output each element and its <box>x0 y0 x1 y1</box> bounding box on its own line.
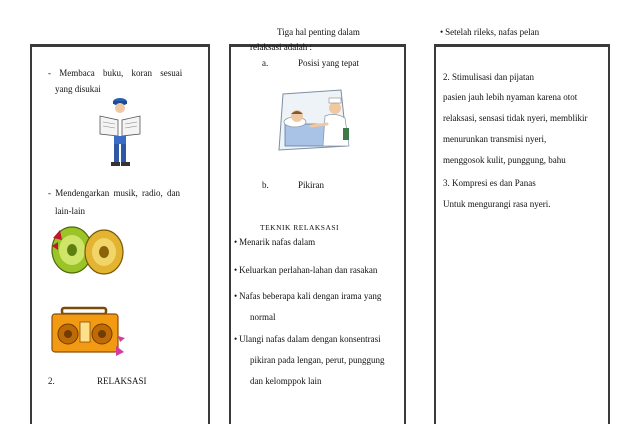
stimulation-line-3: menurunkan transmisi nyeri, <box>443 134 547 144</box>
item-b-letter: b. <box>262 180 269 190</box>
technique-bullet-4: • Ulangi nafas dalam dengan konsentrasi <box>234 334 381 345</box>
technique-bullet-2: • Keluarkan perlahan-lahan dan rasakan <box>234 265 377 276</box>
after-relax-bullet: • Setelah rileks, nafas pelan <box>440 27 539 38</box>
intro-line2: relaksasi adalah : <box>250 42 312 52</box>
section-number: 2. <box>48 376 55 386</box>
technique-bullet-1: • Menarik nafas dalam <box>234 237 315 248</box>
stimulation-heading: 2. Stimulisasi dan pijatan <box>443 72 534 82</box>
man-reading-newspaper-illustration <box>96 96 144 168</box>
stimulation-line-2: relaksasi, sensasi tidak nyeri, memblikir <box>443 113 588 123</box>
intro-line1: Tiga hal penting dalam <box>277 27 360 37</box>
music-item-line2: lain-lain <box>55 206 85 216</box>
boombox-radio-illustration <box>48 306 126 358</box>
item-a-text: Posisi yang tepat <box>298 58 359 68</box>
item-b-text: Pikiran <box>298 180 324 190</box>
music-cd-speakers-illustration <box>48 220 128 278</box>
music-item-line1: - Mendengarkan musik, radio, dan <box>48 188 180 198</box>
compress-heading: 3. Kompresi es dan Panas <box>443 178 536 188</box>
item-a-letter: a. <box>262 58 269 68</box>
technique-bullet-3: • Nafas beberapa kali dengan irama yang <box>234 291 381 302</box>
compress-line-1: Untuk mengurangi rasa nyeri. <box>443 199 551 209</box>
technique-bullet-4-cont1: pikiran pada lengan, perut, punggung <box>250 355 385 365</box>
nurse-patient-illustration <box>277 84 361 156</box>
stimulation-line-1: pasien jauh lebih nyaman karena otot <box>443 92 578 102</box>
technique-bullet-3-cont: normal <box>250 312 276 322</box>
reading-item-line1: - Membaca buku, koran sesuai <box>48 68 183 78</box>
section-title-relaksasi: RELAKSASI <box>97 376 147 386</box>
technique-bullet-4-cont2: dan kelomppok lain <box>250 376 322 386</box>
reading-item-line2: yang disukai <box>55 84 101 94</box>
teknik-relaksasi-heading: TEKNIK RELAKSASI <box>260 223 340 232</box>
stimulation-line-4: menggosok kulit, punggung, bahu <box>443 155 566 165</box>
